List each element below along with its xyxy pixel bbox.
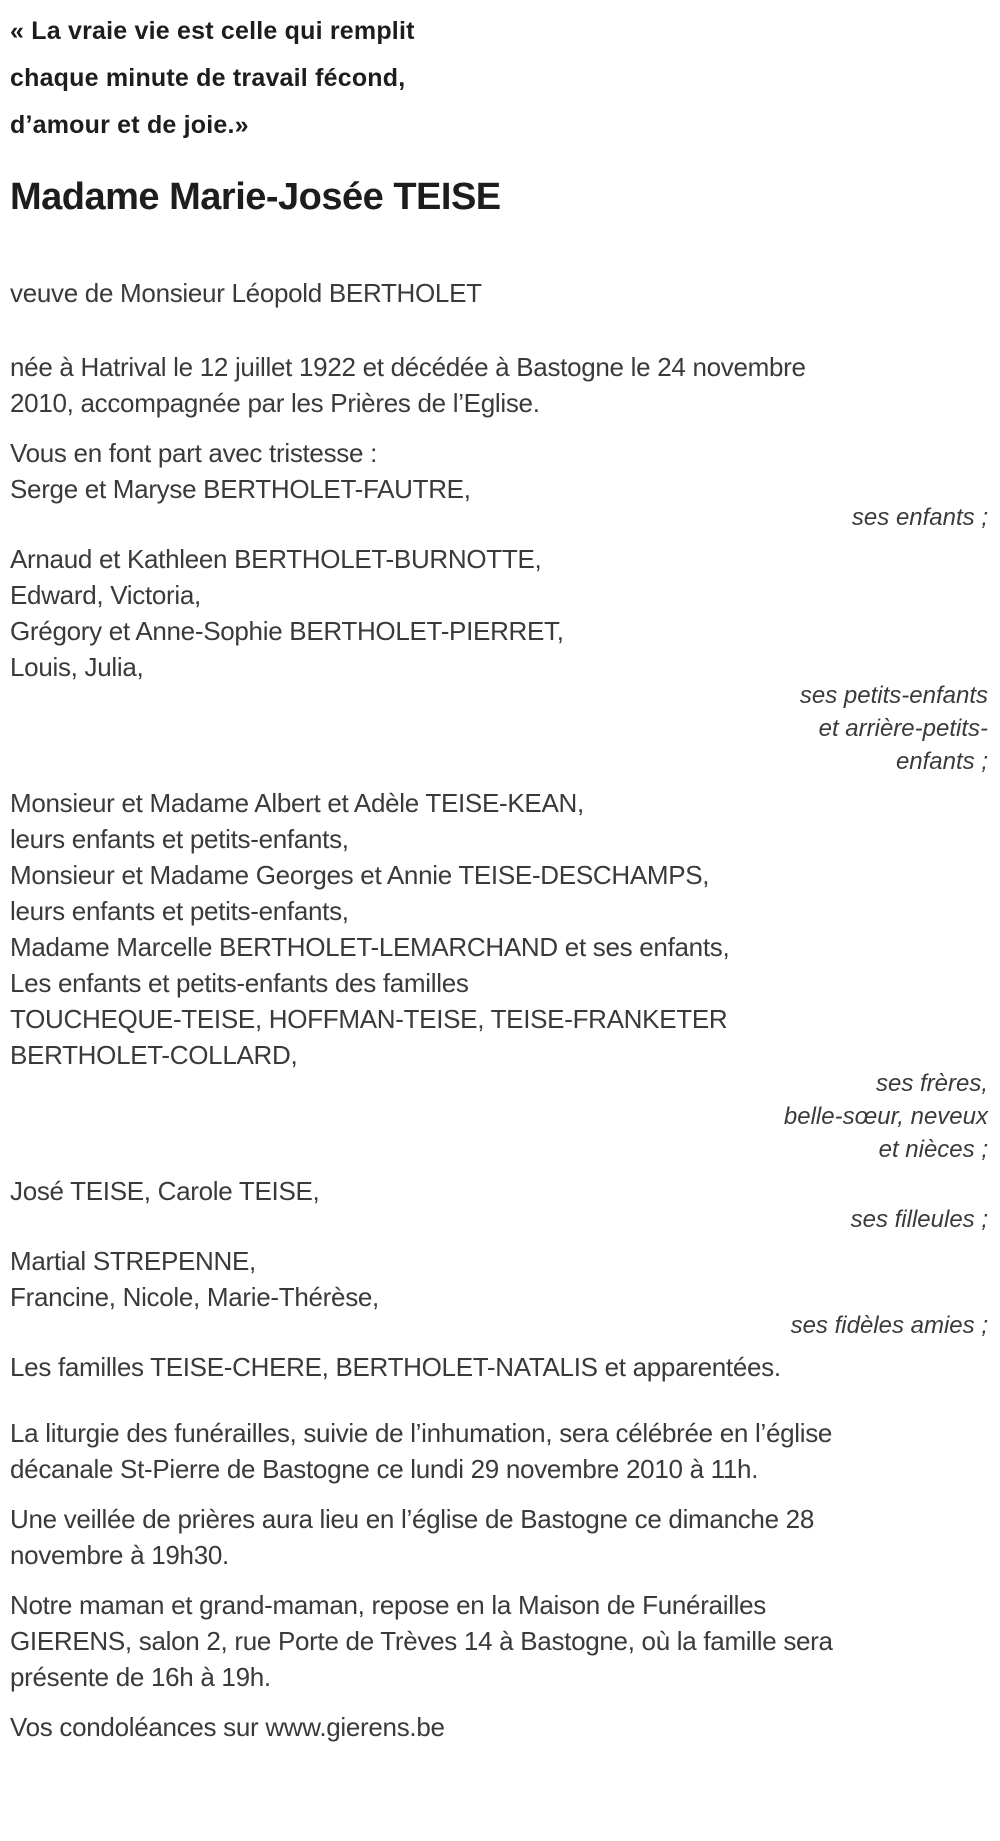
family-entry — [10, 541, 988, 778]
role-line: ses filleules ; — [850, 1206, 988, 1233]
family-name-line: Grégory et Anne-Sophie BERTHOLET-PIERRET, — [10, 616, 564, 646]
funeral-liturgy-paragraph — [10, 1415, 988, 1487]
ceremony-section — [10, 1415, 988, 1695]
family-name-line: Louis, Julia, — [10, 652, 144, 682]
role-line: enfants ; — [895, 748, 988, 775]
family-name-line: Francine, Nicole, Marie-Thérèse, — [10, 1282, 379, 1312]
family-entry — [10, 1243, 988, 1342]
family-name-line: Madame Marcelle BERTHOLET-LEMARCHAND et ses enfants, — [10, 932, 730, 962]
text-line: 2010, accompagnée par les Prières de l’Eglise. — [10, 388, 540, 418]
family-name-line: BERTHOLET-COLLARD, — [10, 1040, 298, 1070]
role-line: belle-sœur, neveux — [783, 1103, 988, 1130]
family-entry — [10, 1173, 988, 1236]
family-name-line: leurs enfants et petits-enfants, — [10, 824, 349, 854]
role-line: ses enfants ; — [851, 504, 988, 531]
text-line: née à Hatrival le 12 juillet 1922 et décédée à Bastogne le 24 novembre — [10, 352, 806, 382]
text-line: présente de 16h à 19h. — [10, 1662, 271, 1692]
condolences-prefix: Vos condoléances sur — [10, 1712, 259, 1742]
role-line: ses frères, — [875, 1070, 988, 1097]
family-name-line: Martial STREPENNE, — [10, 1246, 256, 1276]
widow-relation: veuve de Monsieur Léopold BERTHOLET — [10, 278, 482, 308]
family-name-line: Serge et Maryse BERTHOLET-FAUTRE, — [10, 474, 471, 504]
text-line: décanale St-Pierre de Bastogne ce lundi 29 novembre 2010 à 11h. — [10, 1454, 759, 1484]
family-name-line: TOUCHEQUE-TEISE, HOFFMAN-TEISE, TEISE-FRANKETER — [10, 1004, 728, 1034]
text-line: novembre à 19h30. — [10, 1540, 229, 1570]
relationship-role — [10, 1067, 988, 1166]
condolences-line — [10, 1709, 988, 1745]
relationship-role — [10, 679, 988, 778]
funeral-home-paragraph — [10, 1587, 988, 1695]
family-name-line: Monsieur et Madame Georges et Annie TEISE-DESCHAMPS, — [10, 860, 710, 890]
text-line: La liturgie des funérailles, suivie de l’inhumation, sera célébrée en l’église — [10, 1418, 833, 1448]
quote-line: chaque minute de travail fécond, — [10, 64, 406, 92]
family-entry — [10, 471, 988, 534]
quote-line: « La vraie vie est celle qui remplit — [10, 17, 415, 45]
vigil-paragraph — [10, 1501, 988, 1573]
family-name-line: leurs enfants et petits-enfants, — [10, 896, 349, 926]
role-line: ses petits-enfants — [799, 682, 988, 709]
website-url: www.gierens.be — [265, 1712, 445, 1742]
role-line: et arrière-petits- — [818, 715, 988, 742]
epitaph-quote — [10, 8, 988, 149]
role-line: et nièces ; — [878, 1136, 988, 1163]
family-entry — [10, 785, 988, 1166]
announcement-line: Vous en font part avec tristesse : — [10, 438, 378, 468]
family-name-line: José TEISE, Carole TEISE, — [10, 1176, 320, 1206]
deceased-name: Madame Marie-Josée TEISE — [10, 176, 501, 218]
quote-line: d’amour et de joie.» — [10, 111, 249, 139]
family-name-line: Edward, Victoria, — [10, 580, 201, 610]
text-line: GIERENS, salon 2, rue Porte de Trèves 14 à Bastogne, où la famille sera — [10, 1626, 833, 1656]
family-name-line: Arnaud et Kathleen BERTHOLET-BURNOTTE, — [10, 544, 542, 574]
text-line: Une veillée de prières aura lieu en l’église de Bastogne ce dimanche 28 — [10, 1504, 814, 1534]
closing-families-line: Les familles TEISE-CHERE, BERTHOLET-NATALIS et apparentées. — [10, 1352, 781, 1382]
family-announcers-list — [10, 471, 988, 1385]
birth-death-paragraph — [10, 349, 988, 421]
role-line: ses fidèles amies ; — [790, 1312, 988, 1339]
family-name-line: Les enfants et petits-enfants des familles — [10, 968, 469, 998]
family-name-line: Monsieur et Madame Albert et Adèle TEISE-KEAN, — [10, 788, 584, 818]
text-line: Notre maman et grand-maman, repose en la Maison de Funérailles — [10, 1590, 767, 1620]
